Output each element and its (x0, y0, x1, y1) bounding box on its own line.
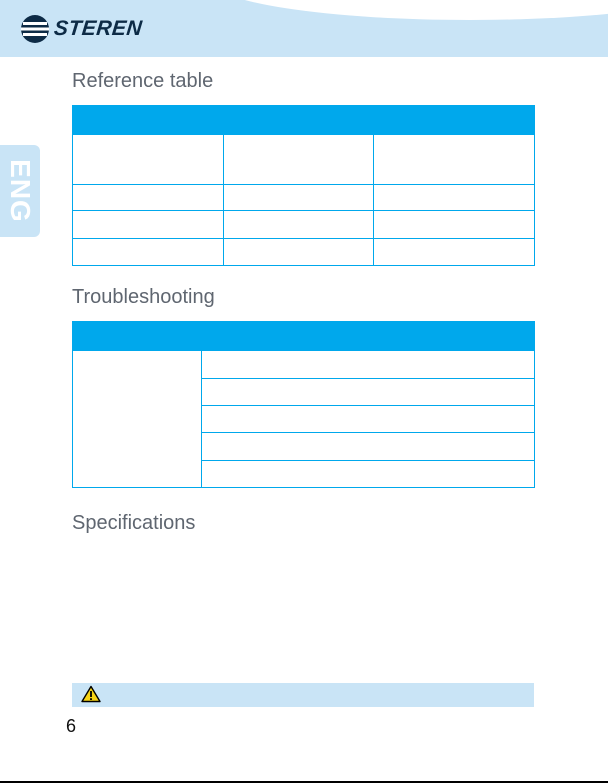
header-cell (73, 322, 202, 351)
table-row (73, 351, 535, 379)
page-number: 6 (66, 716, 77, 736)
table-cell (202, 351, 535, 379)
table-cell (202, 406, 535, 433)
table-cell (73, 185, 224, 211)
header-curve-decoration (210, 0, 608, 20)
table-cell (374, 211, 535, 239)
table-cell (73, 239, 224, 266)
table-cell (202, 433, 535, 461)
reference-table (72, 105, 535, 266)
table-cell (202, 461, 535, 488)
reference-table-title: Reference table (72, 70, 214, 92)
table-row (73, 211, 535, 239)
header-cell (202, 322, 535, 351)
steren-logo (20, 14, 142, 44)
table-cell (224, 211, 374, 239)
table-row (73, 185, 535, 211)
table-cell (73, 135, 224, 185)
page-header (0, 0, 608, 57)
table-cell (224, 185, 374, 211)
header-cell (374, 106, 535, 135)
table-cell (374, 239, 535, 266)
table-cell (374, 135, 535, 185)
problem-cell (73, 351, 202, 488)
header-cell (73, 106, 224, 135)
specifications-title: Specifications (72, 512, 196, 534)
table-cell (374, 185, 535, 211)
warning-bar (72, 683, 534, 707)
warning-triangle-icon (81, 685, 101, 703)
table-cell (202, 379, 535, 406)
table-header-row (73, 322, 535, 351)
language-tab-label: ENG (5, 159, 36, 223)
brand-name: STEREN (52, 17, 144, 40)
table-cell (224, 239, 374, 266)
table-cell (224, 135, 374, 185)
troubleshooting-title: Troubleshooting (72, 286, 215, 308)
table-header-row (73, 106, 535, 135)
troubleshooting-table (72, 321, 535, 488)
table-row (73, 239, 535, 266)
language-tab (0, 145, 40, 237)
steren-logo-icon (20, 14, 50, 44)
header-cell (224, 106, 374, 135)
table-row (73, 135, 535, 185)
table-cell (73, 211, 224, 239)
